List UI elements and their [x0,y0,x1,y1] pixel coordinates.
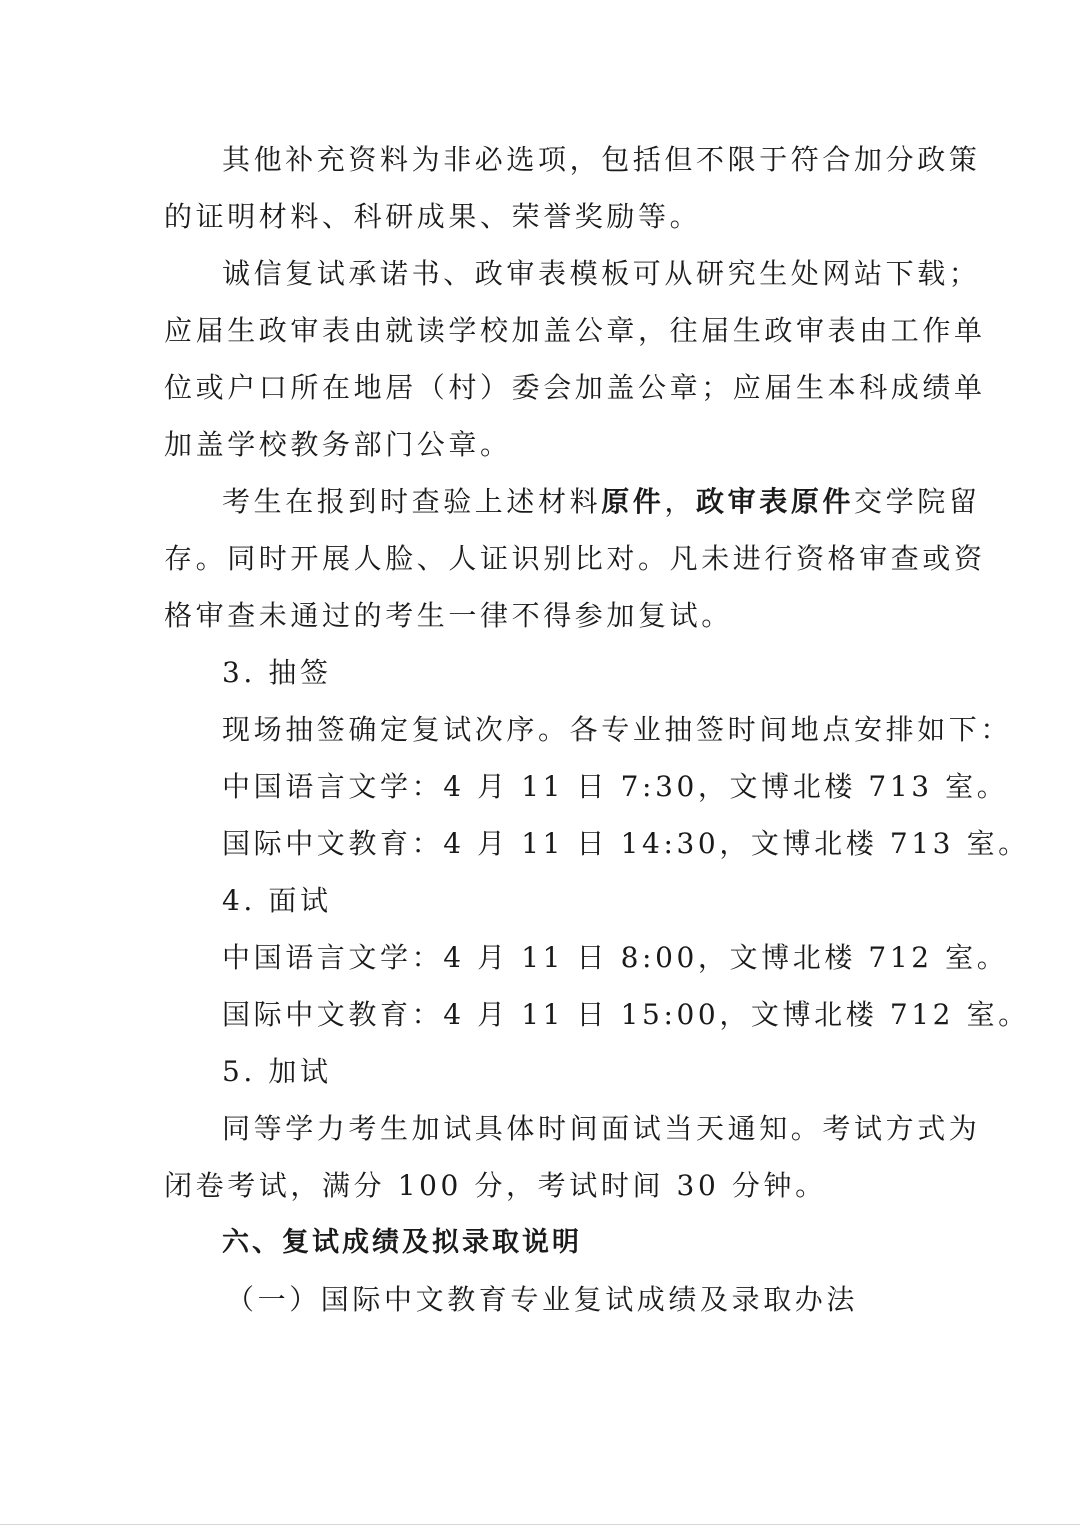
verification-original-emphasis: 原件 [601,485,665,518]
section-3-title: 3. 抽签 [222,656,332,689]
paragraph-templates-line-3: 位或户口所在地居（村）委会加盖公章；应届生本科成绩单 [164,371,986,404]
section-4-item-international-chinese: 国际中文教育：4 月 11 日 15:00，文博北楼 712 室。 [222,998,1030,1031]
section-4-title: 4. 面试 [222,884,332,917]
verification-text-a: 考生在报到时查验上述材料 [222,485,602,518]
section-5-line-1: 同等学力考生加试具体时间面试当天通知。考试方式为 [222,1112,981,1145]
paragraph-templates-line-2: 应届生政审表由就读学校加盖公章，往届生政审表由工作单 [164,314,986,347]
section-4-item-chinese-literature: 中国语言文学：4 月 11 日 8:00，文博北楼 712 室。 [222,941,1009,974]
section-3-item-international-chinese: 国际中文教育：4 月 11 日 14:30，文博北楼 713 室。 [222,827,1030,860]
paragraph-verification-line-1 [222,482,982,522]
paragraph-templates-line-4: 加盖学校教务部门公章。 [164,428,512,461]
verification-comma: ， [664,485,697,518]
paragraph-supplementary-line-2: 的证明材料、科研成果、荣誉奖励等。 [164,200,702,233]
verification-political-form-emphasis: 政审表原件 [696,485,855,518]
section-3-intro: 现场抽签确定复试次序。各专业抽签时间地点安排如下： [222,713,1013,746]
paragraph-templates-line-1: 诚信复试承诺书、政审表模板可从研究生处网站下载； [222,257,981,290]
section-5-line-2: 闭卷考试，满分 100 分，考试时间 30 分钟。 [164,1169,827,1202]
page-bottom-edge [0,1524,1080,1525]
verification-text-e: 交学院留 [854,485,981,518]
section-3-item-chinese-literature: 中国语言文学：4 月 11 日 7:30，文博北楼 713 室。 [222,770,1009,803]
paragraph-verification-line-2: 存。同时开展人脸、人证识别比对。凡未进行资格审查或资 [164,542,986,575]
section-6-heading: 六、复试成绩及拟录取说明 [222,1227,582,1258]
paragraph-verification-line-3: 格审查未通过的考生一律不得参加复试。 [164,599,733,632]
section-6-subheading-1: （一）国际中文教育专业复试成绩及录取办法 [226,1283,859,1316]
paragraph-supplementary-line-1: 其他补充资料为非必选项，包括但不限于符合加分政策 [222,143,981,176]
section-5-title: 5. 加试 [222,1055,332,1088]
